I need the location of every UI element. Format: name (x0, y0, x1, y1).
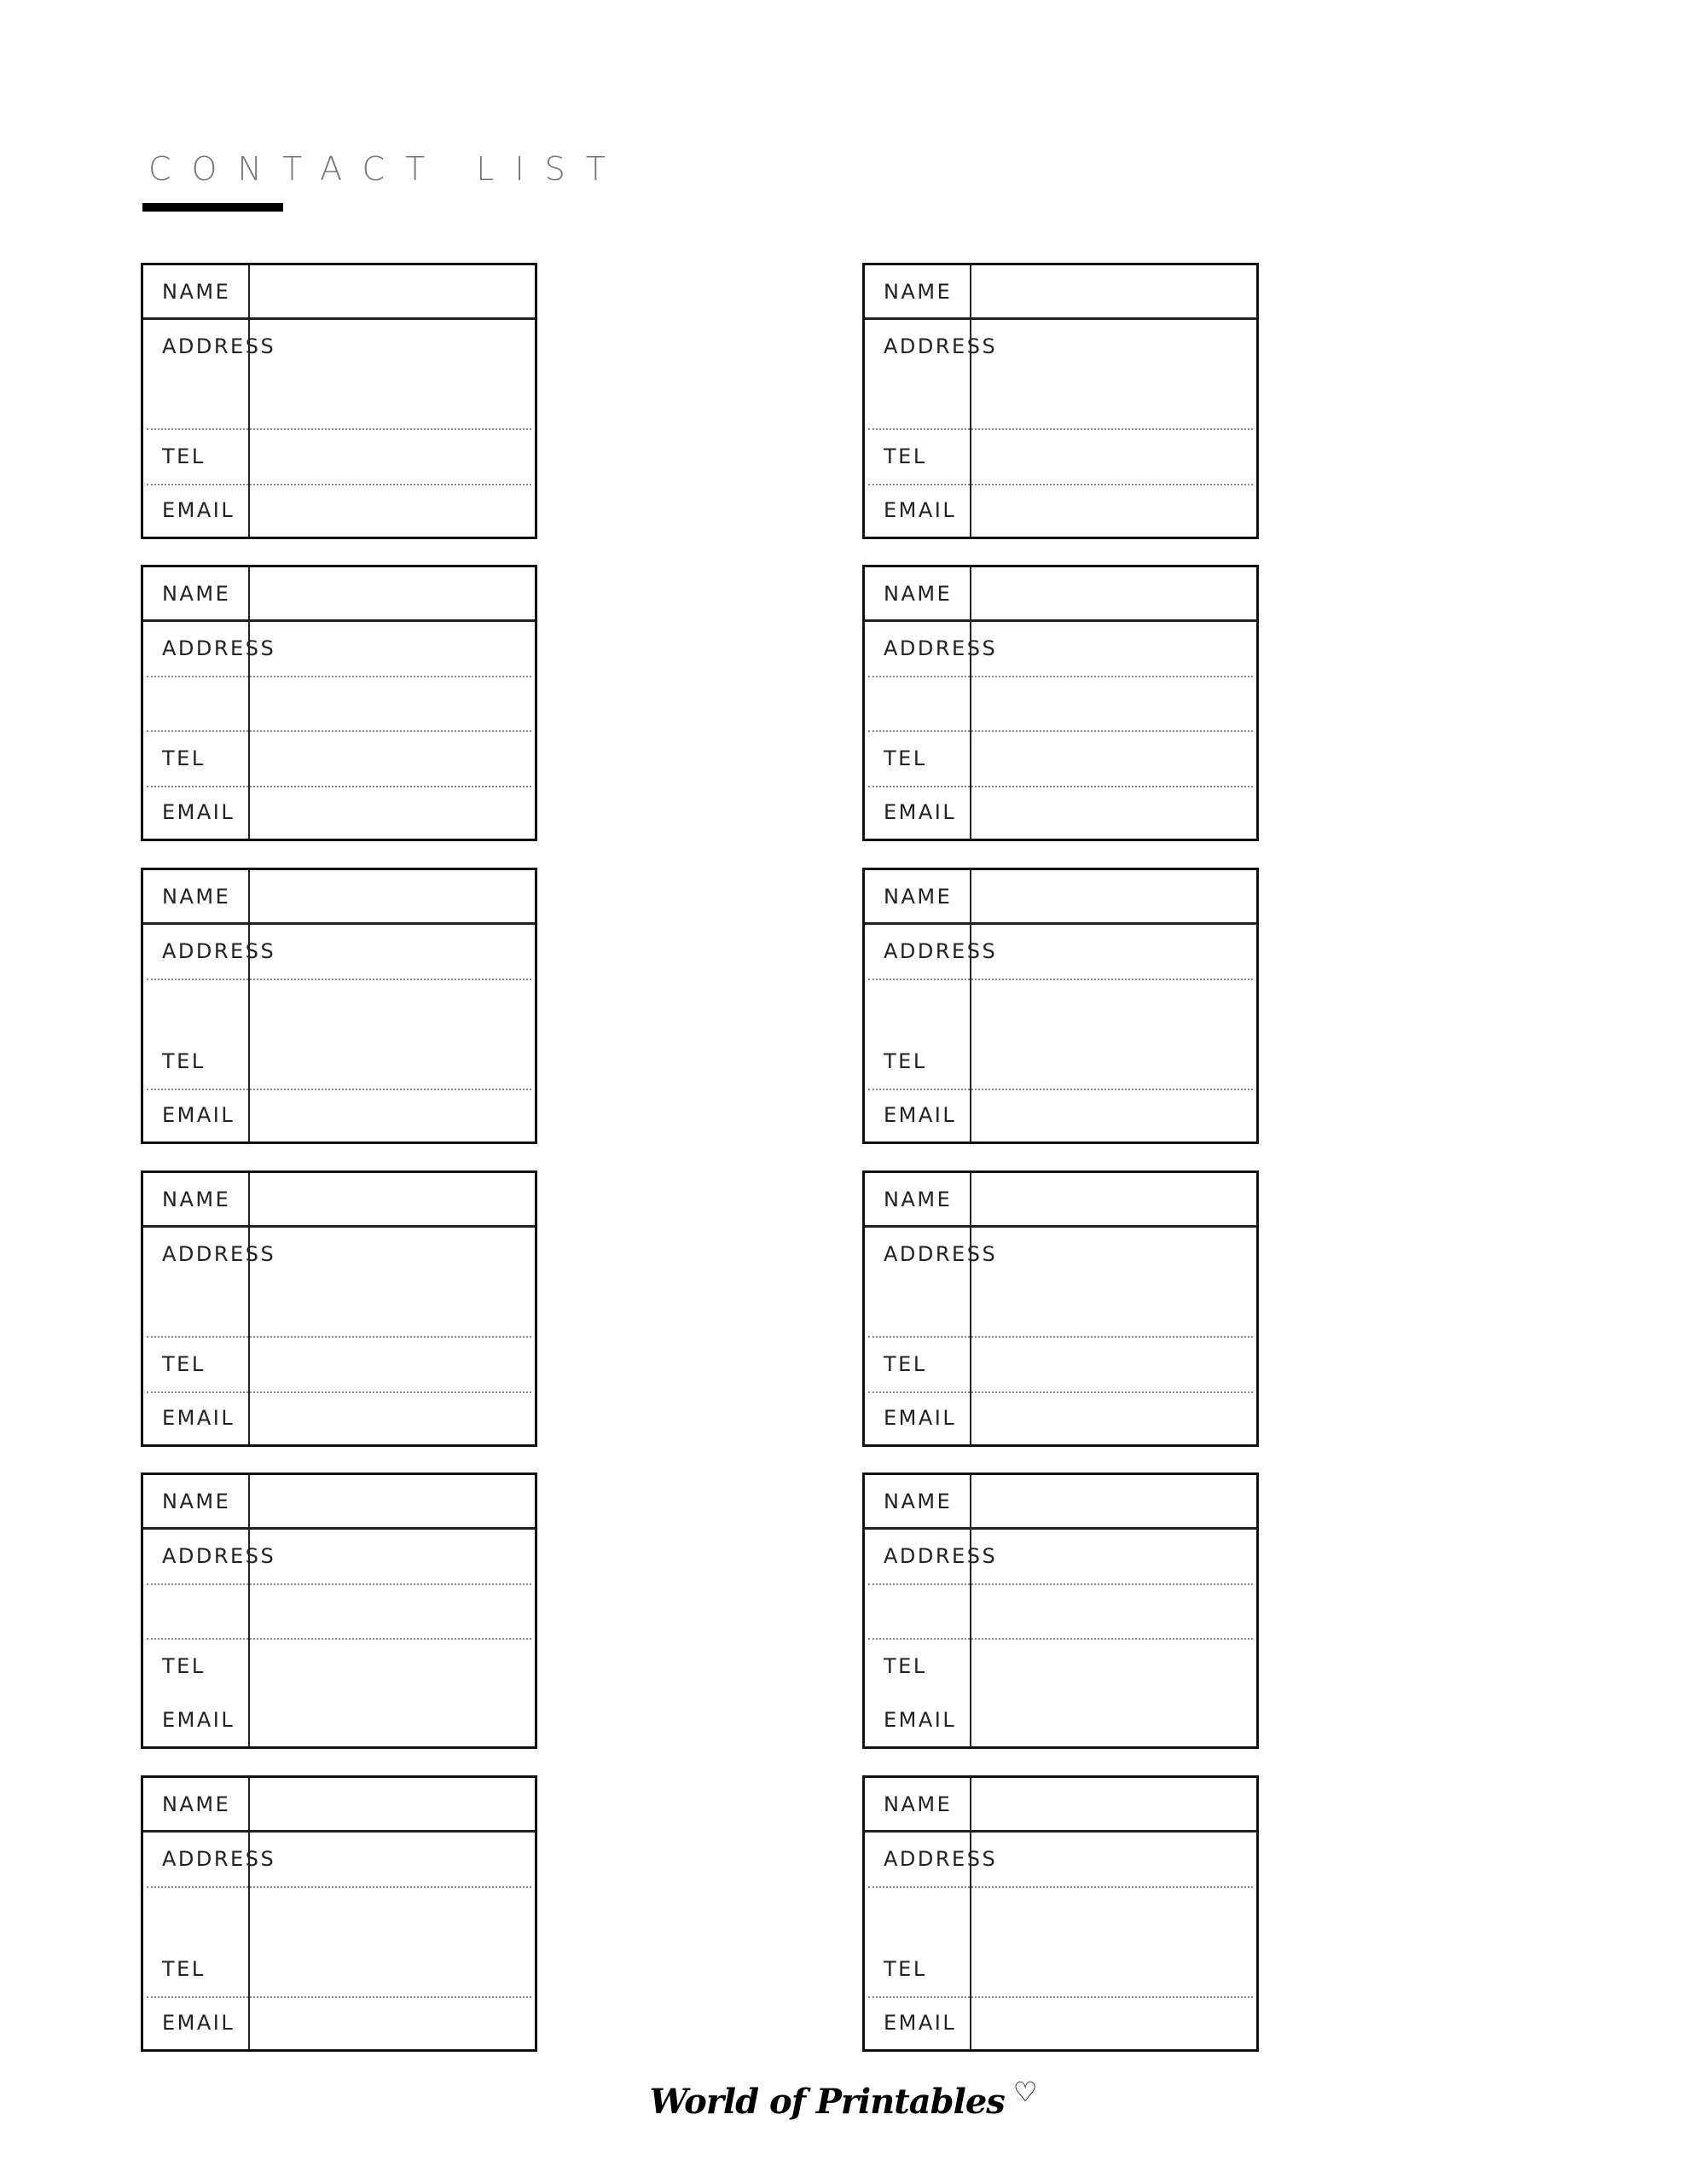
card-row (143, 1033, 535, 1089)
field-label-address: ADDRESS (162, 334, 276, 358)
card-row (143, 979, 535, 1033)
field-value-area (250, 374, 535, 428)
field-label-tel: TEL (162, 444, 206, 468)
field-value-area (971, 1528, 1256, 1583)
title-underline (142, 203, 283, 212)
card-row (143, 1778, 535, 1831)
card-row (865, 786, 1256, 839)
card-row (143, 1693, 535, 1746)
dotted-divider (147, 484, 531, 485)
field-value-area (971, 1996, 1256, 2049)
field-value-area (250, 1336, 535, 1391)
dotted-divider (868, 1886, 1253, 1888)
field-label-email: EMAIL (884, 800, 957, 824)
card-row (143, 620, 535, 676)
row-divider (865, 1527, 1256, 1530)
card-row (865, 265, 1256, 318)
field-label-address: ADDRESS (884, 1241, 998, 1266)
field-value-area (971, 1173, 1256, 1226)
field-value-area (250, 1638, 535, 1693)
field-label-name: NAME (162, 1188, 231, 1211)
card-row (143, 1391, 535, 1444)
field-value-area (971, 1886, 1256, 1941)
field-value-area (971, 1693, 1256, 1746)
field-value-area (250, 1941, 535, 1996)
card-row (143, 265, 535, 318)
field-value-area (971, 1033, 1256, 1089)
field-label-address: ADDRESS (884, 938, 998, 963)
field-label-name: NAME (884, 1188, 953, 1211)
field-value-area (250, 676, 535, 730)
card-row (143, 676, 535, 730)
field-label-tel: TEL (884, 1351, 927, 1376)
field-value-area (971, 1583, 1256, 1638)
field-value-area (971, 1089, 1256, 1141)
field-value-area (971, 265, 1256, 318)
card-row (865, 1886, 1256, 1941)
field-label-name: NAME (162, 1792, 231, 1816)
field-value-area (971, 1391, 1256, 1444)
card-row (143, 1831, 535, 1886)
field-value-area (971, 923, 1256, 979)
card-row (143, 484, 535, 537)
field-value-area (250, 428, 535, 484)
card-row (865, 1831, 1256, 1886)
contact-card (141, 263, 537, 539)
dotted-divider (147, 1638, 531, 1640)
card-row (865, 428, 1256, 484)
contact-card (141, 565, 537, 841)
field-label-tel: TEL (162, 1351, 206, 1376)
field-value-area (971, 1475, 1256, 1528)
field-label-name: NAME (162, 885, 231, 909)
field-label-tel: TEL (884, 444, 927, 468)
card-row (865, 1996, 1256, 2049)
field-value-area (250, 1391, 535, 1444)
card-row (143, 730, 535, 786)
card-row (143, 1996, 535, 2049)
card-row (143, 1941, 535, 1996)
field-label-tel: TEL (162, 746, 206, 770)
field-value-area (971, 1941, 1256, 1996)
contact-card (862, 565, 1259, 841)
field-label-address: ADDRESS (884, 1543, 998, 1568)
field-label-address: ADDRESS (162, 1543, 276, 1568)
field-label-tel: TEL (884, 1048, 927, 1073)
field-value-area (250, 1693, 535, 1746)
card-row (143, 1528, 535, 1583)
card-row (143, 318, 535, 374)
dotted-divider (147, 1583, 531, 1585)
dotted-divider (147, 730, 531, 732)
contact-card (141, 1170, 537, 1447)
field-value-area (971, 484, 1256, 537)
field-label-name: NAME (884, 885, 953, 909)
card-row (865, 1173, 1256, 1226)
field-label-tel: TEL (162, 1956, 206, 1981)
field-value-area (250, 484, 535, 537)
field-value-area (250, 1281, 535, 1336)
card-row (865, 1226, 1256, 1281)
contact-card (862, 868, 1259, 1144)
card-row (143, 1173, 535, 1226)
dotted-divider (868, 786, 1253, 787)
field-label-email: EMAIL (162, 498, 235, 522)
card-row (865, 318, 1256, 374)
field-value-area (250, 1831, 535, 1886)
field-value-area (250, 923, 535, 979)
field-label-address: ADDRESS (884, 1846, 998, 1871)
field-label-name: NAME (884, 280, 953, 304)
card-row (865, 1281, 1256, 1336)
row-divider (143, 1527, 535, 1530)
row-divider (143, 1225, 535, 1228)
contact-card (862, 263, 1259, 539)
dotted-divider (868, 1583, 1253, 1585)
contact-card (141, 1472, 537, 1749)
dotted-divider (868, 1996, 1253, 1998)
field-value-area (250, 318, 535, 374)
card-row (865, 1391, 1256, 1444)
field-value-area (971, 1831, 1256, 1886)
brand-logo: World of Printables (649, 2082, 1005, 2122)
field-value-area (971, 1281, 1256, 1336)
field-label-name: NAME (162, 280, 231, 304)
field-label-email: EMAIL (162, 1103, 235, 1127)
row-divider (143, 317, 535, 320)
row-divider (865, 317, 1256, 320)
card-row (143, 1886, 535, 1941)
dotted-divider (147, 1391, 531, 1393)
field-label-name: NAME (162, 582, 231, 606)
card-row (865, 1475, 1256, 1528)
field-label-address: ADDRESS (884, 334, 998, 358)
card-row (865, 1089, 1256, 1141)
field-value-area (250, 1173, 535, 1226)
dotted-divider (147, 428, 531, 430)
dotted-divider (147, 979, 531, 980)
card-row (143, 1475, 535, 1528)
card-row (143, 1281, 535, 1336)
field-value-area (971, 979, 1256, 1033)
card-row (865, 1528, 1256, 1583)
row-divider (143, 922, 535, 925)
field-value-area (971, 318, 1256, 374)
field-label-email: EMAIL (884, 1406, 957, 1430)
card-row (143, 1336, 535, 1391)
row-divider (865, 922, 1256, 925)
contact-card (862, 1775, 1259, 2052)
field-value-area (250, 1033, 535, 1089)
field-label-name: NAME (884, 1490, 953, 1513)
field-label-name: NAME (162, 1490, 231, 1513)
field-label-email: EMAIL (884, 1708, 957, 1732)
field-value-area (250, 620, 535, 676)
card-row (865, 1638, 1256, 1693)
card-row (143, 1089, 535, 1141)
field-value-area (971, 374, 1256, 428)
field-label-address: ADDRESS (884, 636, 998, 660)
card-row (865, 1693, 1256, 1746)
contact-card (141, 1775, 537, 2052)
field-label-tel: TEL (884, 1653, 927, 1678)
dotted-divider (147, 1089, 531, 1090)
card-row (865, 484, 1256, 537)
card-row (143, 374, 535, 428)
field-label-address: ADDRESS (162, 636, 276, 660)
field-value-area (250, 1528, 535, 1583)
card-row (865, 979, 1256, 1033)
field-value-area (971, 870, 1256, 923)
field-value-area (971, 428, 1256, 484)
card-row (143, 567, 535, 620)
row-divider (143, 1830, 535, 1833)
field-value-area (250, 730, 535, 786)
card-row (865, 730, 1256, 786)
row-divider (143, 619, 535, 622)
dotted-divider (868, 1391, 1253, 1393)
field-value-area (971, 730, 1256, 786)
row-divider (865, 619, 1256, 622)
card-row (143, 1638, 535, 1693)
dotted-divider (147, 1886, 531, 1888)
field-label-address: ADDRESS (162, 1241, 276, 1266)
dotted-divider (868, 979, 1253, 980)
field-value-area (971, 786, 1256, 839)
card-row (865, 567, 1256, 620)
field-label-email: EMAIL (162, 800, 235, 824)
dotted-divider (868, 484, 1253, 485)
field-value-area (250, 979, 535, 1033)
field-label-tel: TEL (884, 746, 927, 770)
card-row (143, 923, 535, 979)
field-value-area (250, 1996, 535, 2049)
card-row (143, 870, 535, 923)
card-row (143, 1226, 535, 1281)
field-label-address: ADDRESS (162, 1846, 276, 1871)
field-value-area (250, 1886, 535, 1941)
field-value-area (971, 1638, 1256, 1693)
field-value-area (971, 620, 1256, 676)
field-label-tel: TEL (162, 1048, 206, 1073)
field-value-area (250, 1089, 535, 1141)
field-value-area (971, 1778, 1256, 1831)
row-divider (865, 1225, 1256, 1228)
page-title: CONTACT LIST (148, 150, 626, 188)
contact-card (141, 868, 537, 1144)
field-value-area (250, 265, 535, 318)
field-label-email: EMAIL (884, 1103, 957, 1127)
card-row (865, 374, 1256, 428)
card-row (865, 923, 1256, 979)
card-row (143, 1583, 535, 1638)
field-value-area (971, 1336, 1256, 1391)
card-row (865, 676, 1256, 730)
field-value-area (250, 567, 535, 620)
dotted-divider (868, 1336, 1253, 1338)
card-row (143, 428, 535, 484)
field-label-tel: TEL (884, 1956, 927, 1981)
dotted-divider (868, 428, 1253, 430)
card-row (865, 1336, 1256, 1391)
card-row (865, 1583, 1256, 1638)
field-label-tel: TEL (162, 1653, 206, 1678)
card-row (865, 620, 1256, 676)
field-value-area (250, 786, 535, 839)
card-row (865, 1941, 1256, 1996)
card-row (143, 786, 535, 839)
card-row (865, 870, 1256, 923)
dotted-divider (868, 676, 1253, 677)
field-label-email: EMAIL (162, 1406, 235, 1430)
field-value-area (250, 1226, 535, 1281)
contact-card (862, 1472, 1259, 1749)
field-label-email: EMAIL (884, 498, 957, 522)
dotted-divider (868, 730, 1253, 732)
field-value-area (971, 676, 1256, 730)
field-value-area (250, 870, 535, 923)
dotted-divider (147, 786, 531, 787)
field-label-email: EMAIL (162, 1708, 235, 1732)
dotted-divider (147, 1336, 531, 1338)
field-label-address: ADDRESS (162, 938, 276, 963)
card-row (865, 1778, 1256, 1831)
field-value-area (250, 1778, 535, 1831)
dotted-divider (147, 676, 531, 677)
dotted-divider (147, 1996, 531, 1998)
card-row (865, 1033, 1256, 1089)
field-value-area (250, 1583, 535, 1638)
dotted-divider (868, 1638, 1253, 1640)
field-label-email: EMAIL (162, 2011, 235, 2035)
field-label-name: NAME (884, 1792, 953, 1816)
dotted-divider (868, 1089, 1253, 1090)
row-divider (865, 1830, 1256, 1833)
heart-icon: ♡ (1012, 2076, 1038, 2108)
field-value-area (971, 1226, 1256, 1281)
field-value-area (250, 1475, 535, 1528)
footer (0, 2076, 1687, 2123)
field-label-email: EMAIL (884, 2011, 957, 2035)
field-value-area (971, 567, 1256, 620)
contact-card (862, 1170, 1259, 1447)
field-label-name: NAME (884, 582, 953, 606)
